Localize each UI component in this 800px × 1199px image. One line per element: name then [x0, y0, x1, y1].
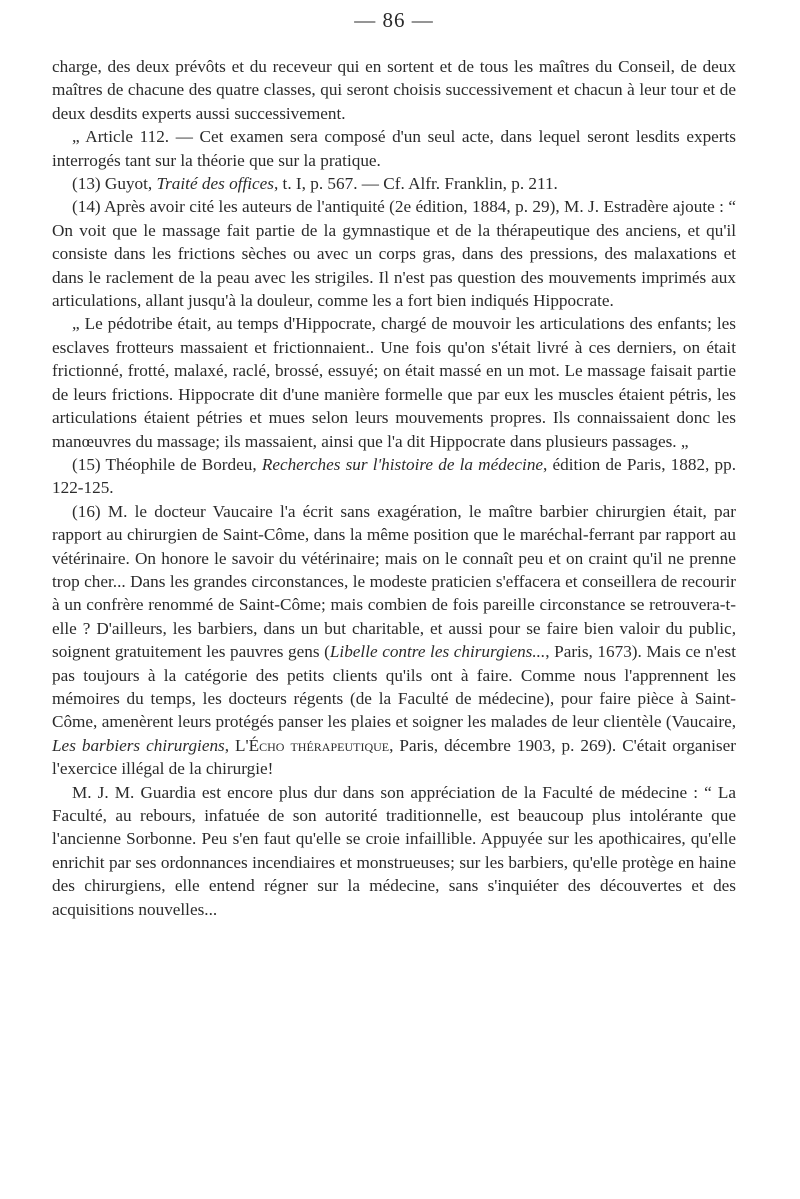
- footnote-15-text: (15) Théophile de Bordeu,: [72, 454, 262, 474]
- footnote-16-title-b: Les barbiers chirurgiens: [52, 735, 225, 755]
- footnote-15: [52, 453, 736, 500]
- footnote-16-text-a: (16) M. le docteur Vaucaire l'a écrit sans exagération, le maître barbier chirurgien était, par rapport au chirurgien de Saint-Côme, dans la même position que le maréchal-ferrant par rapport au vétérinaire. On honore le savoir du vétérinaire; mais on le connaît peu et on craint qu'il ne prenne trop cher... Dans les grandes circonstances, le modeste praticien s'effacera et conseillera de recourir à un confrère renommé de Saint-Côme; mais combien de fois pareille circonstance se retrouvera-t-elle ? D'ailleurs, les barbiers, dans un but charitable, et aussi pour se faire bien valoir du public, soignent gratuitement les pauvres gens (: [52, 501, 736, 662]
- footnote-13-text: (13) Guyot,: [72, 174, 157, 194]
- footnote-16-text-d: , Paris, décembre 1903, p. 269). C'était organiser l'exercice illégal de la chirurgie!: [52, 735, 736, 779]
- footnote-16-title-a: Libelle contre les chirurgiens...: [329, 642, 546, 662]
- footnote-13-title: Traité des offices: [156, 174, 274, 194]
- footnote-16-journal: Écho thérapeutique: [248, 735, 390, 755]
- paragraph-article-112: „ Article 112. — Cet examen sera composé d'un seul acte, dans lequel seront lesdits experts interrogés tant sur la théorie que sur la pratique.: [52, 127, 736, 170]
- footnote-15-ref: , édition de Paris, 1882, pp. 122-125.: [52, 454, 736, 498]
- page-number: — 86 —: [354, 8, 434, 32]
- footnote-14: (14) Après avoir cité les auteurs de l'antiquité (2e édition, 1884, p. 29), M. J. Estradère ajoute : “ On voit que le massage fait partie de la gymnastique et de la thérapeutique des anciens, et qu'il consiste dans les frictions sèches ou avec un corps gras, dans des pressions, des malaxations et dans le raclement de la peau avec les strigiles. Il n'est pas question des mouvements imprimés aux articulations, allant jusqu'à la douleur, comme les a fort bien indiqués Hippocrate.: [52, 197, 736, 311]
- paragraph-pedotribe: „ Le pédotribe était, au temps d'Hippocrate, chargé de mouvoir les articulations des enfants; les esclaves frotteurs massaient et frictionnaient.. Une fois qu'on s'était livré à ces derniers, on était frictionné, frotté, malaxé, raclé, brossé, essuyé; on était massé en un mot. Le massage faisait partie de leurs frictions. Hippocrate dit d'une manière formelle que par eux les muscles étaient pétris, les articulations étaient pétries et mues selon leurs mouvements propres. Ils connaissaient donc les manœuvres du massage; ils massaient, ainsi que l'a dit Hippocrate dans plusieurs passages. „: [52, 314, 736, 451]
- footnote-16: [52, 500, 736, 781]
- footnote-16-text-c: , L': [224, 735, 249, 755]
- footnote-15-title: Recherches sur l'histoire de la médecine: [261, 454, 544, 474]
- footnote-13: [52, 172, 736, 195]
- body-text: [52, 55, 736, 921]
- paragraph-guardia: M. J. M. Guardia est encore plus dur dans son appréciation de la Faculté de médecine : “ La Faculté, au rebours, infatuée de son autorité traditionnelle, est beaucoup plus intolérante que l'ancienne Sorbonne. Peu s'en faut qu'elle se croie infaillible. Appuyée sur les apothicaires, qu'elle enrichit par ses ordonnances incendiaires et monstrueuses; sur les barbiers, qu'elle protège en haine des chirurgiens, elle entend régner sur la médecine, sans s'inquiéter des découvertes et des acquisitions nouvelles...: [52, 782, 736, 919]
- footnote-16-text-b: , Paris, 1673). Mais ce n'est pas toujours à la catégorie des petits clients qu'ils ont à faire. Comme nous l'apprennent les mémoires du temps, les docteurs régents (de la Faculté de médecine), pour faire pièce à Saint-Côme, amenèrent leurs protégés panser les plaies et soigner les malades de leur clientèle (Vaucaire,: [52, 642, 736, 732]
- footnote-13-ref: , t. I, p. 567. — Cf. Alfr. Franklin, p. 211.: [273, 174, 558, 194]
- paragraph-continuation: charge, des deux prévôts et du receveur qui en sortent et de tous les maîtres du Conseil, de deux maîtres de chacune des quatre classes, qui seront choisis successivement et chacun à leur tour et de deux desdits experts aussi successivement.: [52, 57, 736, 123]
